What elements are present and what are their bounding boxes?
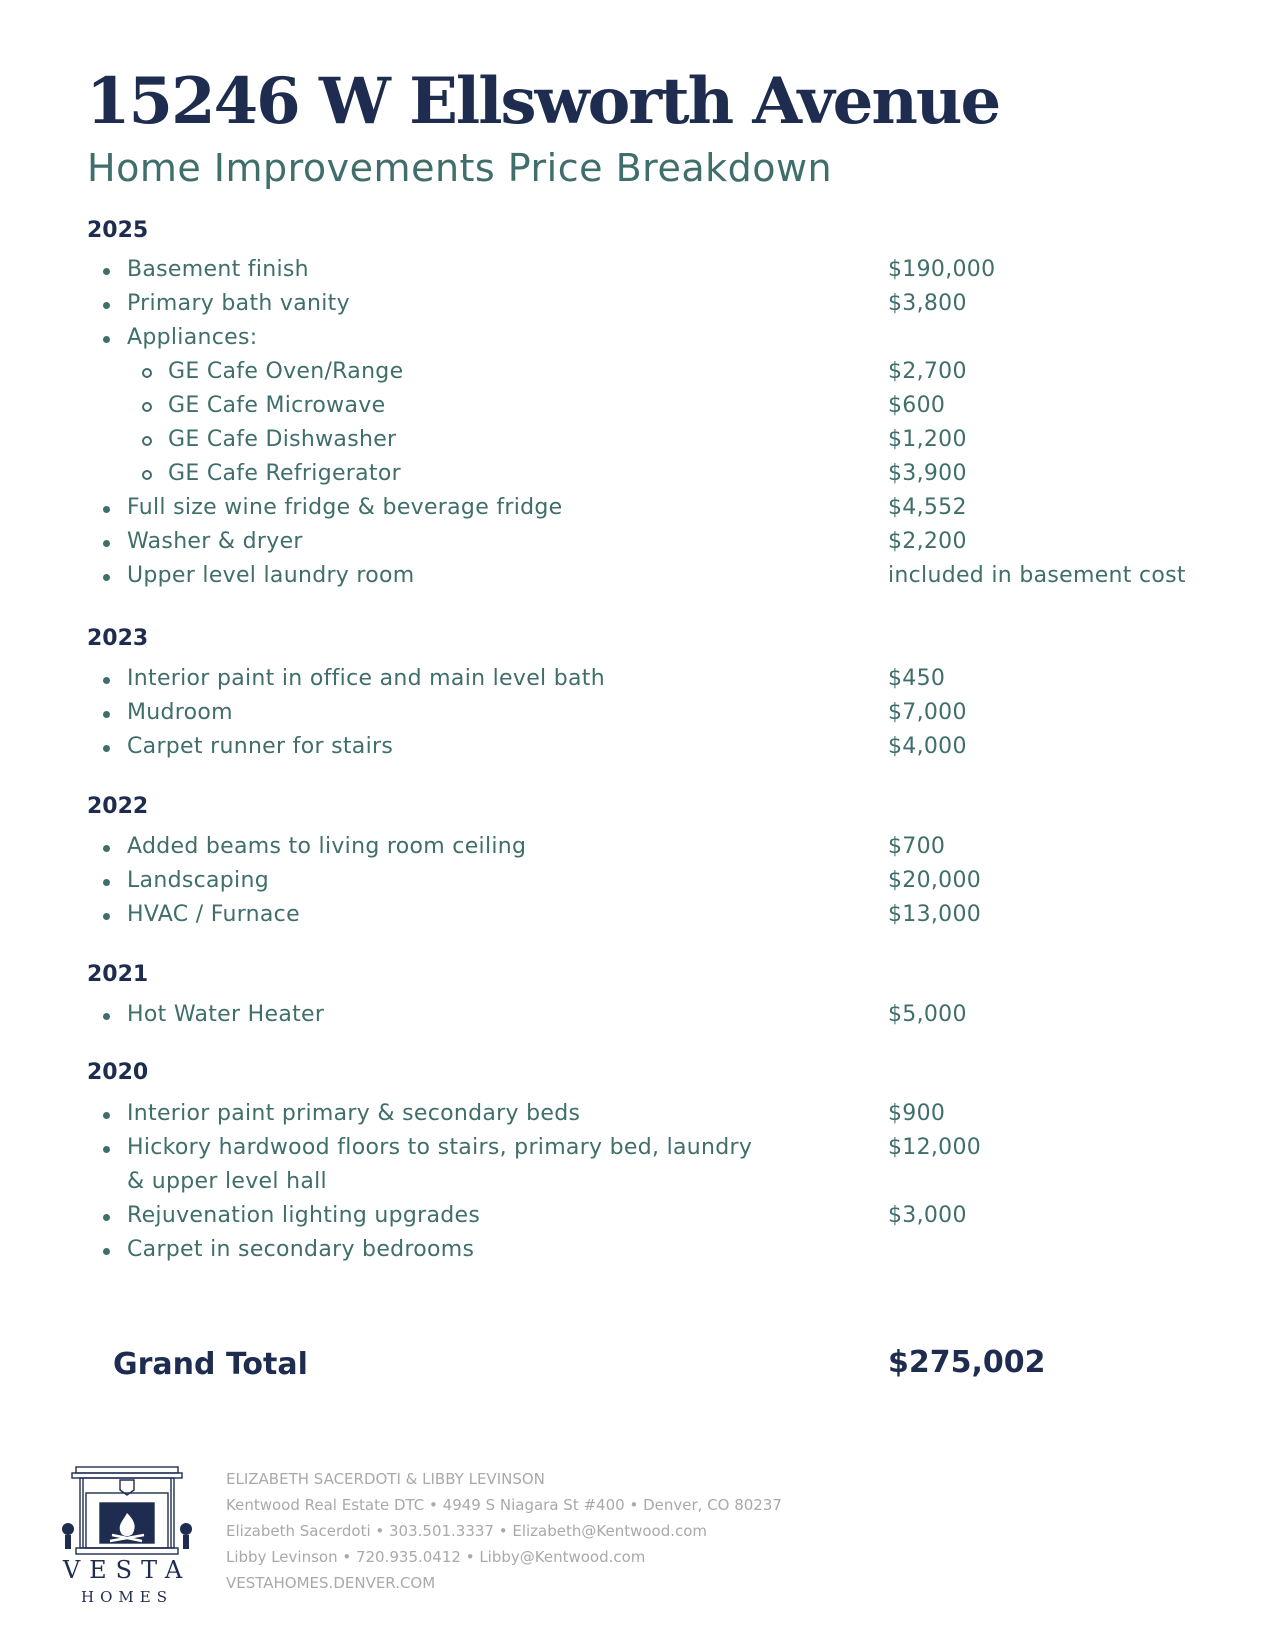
item-list [0,830,1275,932]
bullet-icon [103,336,110,343]
item-label: Primary bath vanity [127,291,350,316]
item-list [0,1097,1275,1267]
sub-list-item [0,389,1275,423]
list-item [0,1199,1275,1233]
bullet-icon [103,845,110,852]
logo-wordmark: VESTA [62,1556,192,1584]
item-label: Rejuvenation lighting upgrades [127,1203,481,1228]
item-label: Hickory hardwood floors to stairs, primary bed, laundry & upper level hall [127,1135,753,1194]
item-price: $20,000 [888,868,982,893]
section-year: 2021 [87,962,149,987]
bullet-icon [103,913,110,920]
sub-list-item [0,355,1275,389]
section-year: 2023 [87,626,149,651]
footer-contact [226,1466,782,1596]
list-item [0,998,1275,1032]
item-label: Carpet runner for stairs [127,734,394,759]
bullet-icon [103,677,110,684]
hollow-bullet-icon [142,368,152,378]
item-label: Basement finish [127,257,309,282]
item-price: $7,000 [888,700,967,725]
item-label: Landscaping [127,868,269,893]
item-label: Hot Water Heater [127,1002,325,1027]
item-list [0,253,1275,593]
item-label: Carpet in secondary bedrooms [127,1237,475,1262]
item-label: Upper level laundry room [127,563,415,588]
section-year: 2020 [87,1060,149,1085]
list-item [0,730,1275,764]
item-label: HVAC / Furnace [127,902,300,927]
list-item [0,1097,1275,1131]
sub-list-item [0,423,1275,457]
item-price: $4,000 [888,734,967,759]
item-label: GE Cafe Dishwasher [168,427,397,452]
bullet-icon [103,1214,110,1221]
item-list [0,662,1275,764]
item-price: $12,000 [888,1135,982,1160]
agent-names: ELIZABETH SACERDOTI & LIBBY LEVINSON [226,1470,545,1488]
bullet-icon [103,1112,110,1119]
hollow-bullet-icon [142,402,152,412]
item-price: $3,000 [888,1203,967,1228]
item-price: $3,900 [888,461,967,486]
item-label: Interior paint in office and main level bath [127,666,605,691]
list-item [0,491,1275,525]
item-label: GE Cafe Refrigerator [168,461,401,486]
list-item [0,321,1275,355]
website: VESTAHOMES.DENVER.COM [226,1574,436,1592]
item-price: $450 [888,666,946,691]
list-item [0,1131,1275,1199]
sub-list-item [0,457,1275,491]
section-year: 2025 [87,218,149,243]
item-list [0,998,1275,1032]
page-title: 15246 W Ellsworth Avenue [86,64,1000,139]
office-address: Kentwood Real Estate DTC • 4949 S Niagara St #400 • Denver, CO 80237 [226,1496,782,1514]
item-price: $4,552 [888,495,967,520]
item-price: $600 [888,393,946,418]
bullet-icon [103,1248,110,1255]
item-price: $1,200 [888,427,967,452]
item-label: Added beams to living room ceiling [127,834,527,859]
item-price: $5,000 [888,1002,967,1027]
item-price: $13,000 [888,902,982,927]
list-item [0,559,1275,593]
hollow-bullet-icon [142,436,152,446]
page-subtitle: Home Improvements Price Breakdown [87,146,833,190]
item-price: $3,800 [888,291,967,316]
bullet-icon [103,745,110,752]
item-label: Washer & dryer [127,529,303,554]
item-label: Appliances: [127,325,258,350]
logo-subtitle: HOMES [81,1588,173,1606]
item-label: Full size wine fridge & beverage fridge [127,495,563,520]
bullet-icon [103,711,110,718]
bullet-icon [103,1013,110,1020]
list-item [0,830,1275,864]
bullet-icon [103,268,110,275]
item-price: $2,700 [888,359,967,384]
item-label: GE Cafe Oven/Range [168,359,404,384]
grand-total-value: $275,002 [888,1345,1046,1380]
item-label: GE Cafe Microwave [168,393,386,418]
bullet-icon [103,506,110,513]
list-item [0,898,1275,932]
bullet-icon [103,574,110,581]
list-item [0,696,1275,730]
list-item [0,864,1275,898]
list-item [0,253,1275,287]
contact-elizabeth: Elizabeth Sacerdoti • 303.501.3337 • Elizabeth@Kentwood.com [226,1522,708,1540]
contact-libby: Libby Levinson • 720.935.0412 • Libby@Kentwood.com [226,1548,646,1566]
grand-total-label: Grand Total [113,1347,308,1382]
bullet-icon [103,1146,110,1153]
bullet-icon [103,302,110,309]
item-price: $2,200 [888,529,967,554]
section-year: 2022 [87,794,149,819]
list-item [0,525,1275,559]
list-item [0,287,1275,321]
item-price: $900 [888,1101,946,1126]
item-label: Mudroom [127,700,233,725]
item-price: included in basement cost [888,563,1186,588]
list-item [0,662,1275,696]
bullet-icon [103,540,110,547]
item-price: $700 [888,834,946,859]
bullet-icon [103,879,110,886]
list-item [0,1233,1275,1267]
item-label: Interior paint primary & secondary beds [127,1101,581,1126]
item-price: $190,000 [888,257,996,282]
hollow-bullet-icon [142,470,152,480]
